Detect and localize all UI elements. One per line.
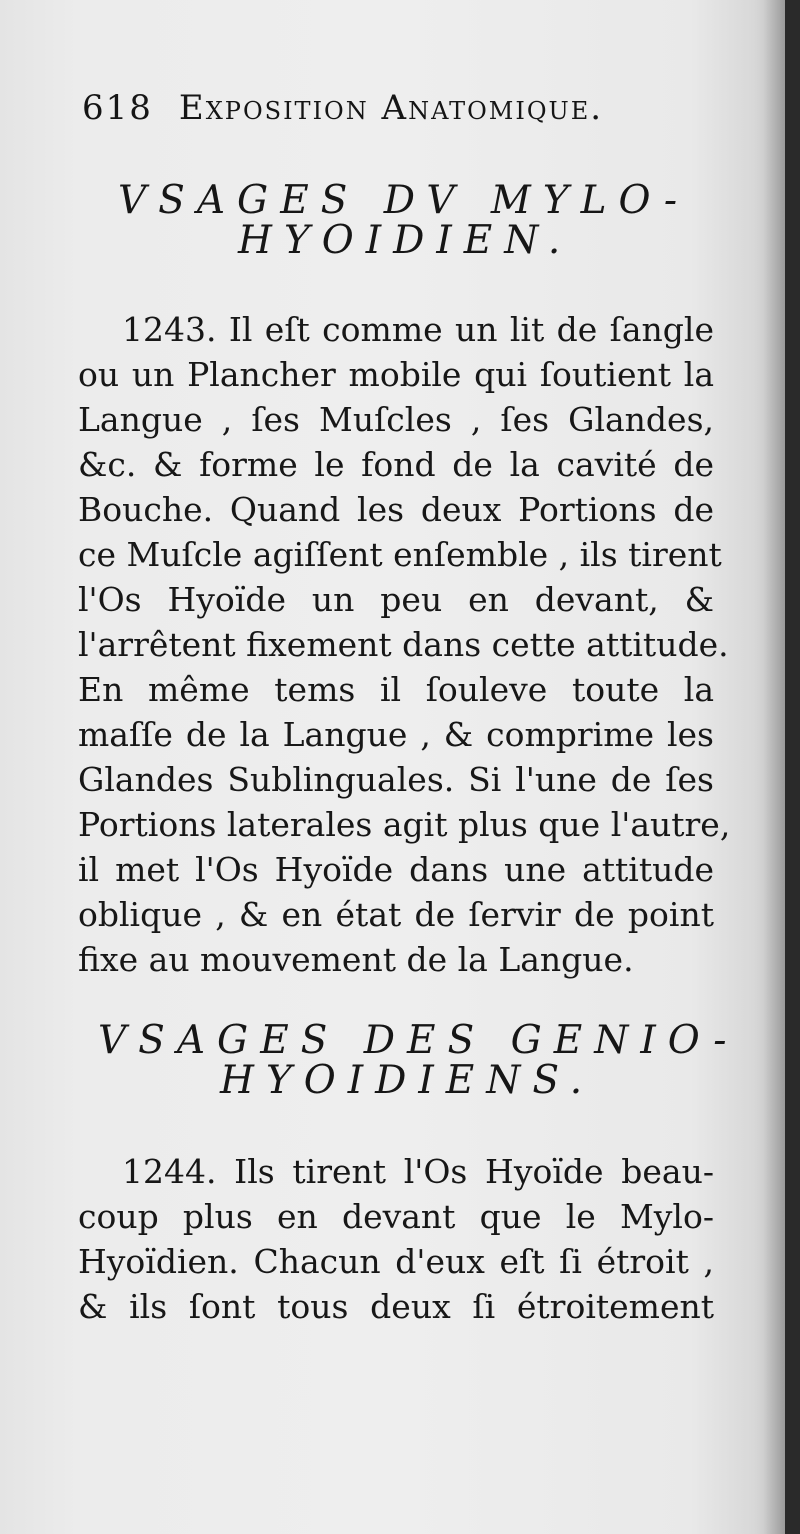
section-heading-line: HYOIDIEN.: [238, 218, 573, 263]
text-line: Portions laterales agit plus que l'autre,: [78, 805, 731, 844]
text-line: l'Os Hyoïde un peu en devant, &: [78, 580, 714, 619]
text-line: 1244. Ils tirent l'Os Hyoïde beau-: [122, 1152, 714, 1191]
text-line: 1243. Il eſt comme un lit de ſangle: [122, 310, 714, 349]
text-line: il met l'Os Hyoïde dans une attitude: [78, 850, 714, 889]
text-line: Langue , ſes Muſcles , ſes Glandes,: [78, 400, 714, 439]
text-line: oblique , & en état de ſervir de point: [78, 895, 714, 934]
section-heading-line: VSAGES DV MYLO-: [118, 178, 690, 223]
text-line: l'arrêtent fixement dans cette attitude.: [78, 625, 729, 664]
text-line: ou un Plancher mobile qui ſoutient la: [78, 355, 714, 394]
text-line: En même tems il ſouleve toute la: [78, 670, 714, 709]
page-gutter-shadow: [763, 0, 785, 1534]
text-line: fixe au mouvement de la Langue.: [78, 940, 634, 979]
section-heading-line: VSAGES DES GENIO-: [98, 1018, 739, 1063]
section-heading-line: HYOIDIENS.: [220, 1058, 595, 1103]
running-head: [82, 88, 682, 136]
text-line: &c. & forme le fond de la cavité de: [78, 445, 714, 484]
text-line: Glandes Sublinguales. Si l'une de ſes: [78, 760, 714, 799]
page-number: 618: [82, 88, 153, 128]
text-line: maſſe de la Langue , & comprime les: [78, 715, 714, 754]
running-title: Exposition Anatomique.: [178, 88, 604, 128]
text-line: coup plus en devant que le Mylo-: [78, 1197, 714, 1236]
text-line: & ils ſont tous deux ſi étroitement: [78, 1287, 714, 1326]
text-line: ce Muſcle agiſſent enſemble , ils tirent: [78, 535, 722, 574]
text-line: Hyoïdien. Chacun d'eux eſt ſi étroit ,: [78, 1242, 714, 1281]
text-line: Bouche. Quand les deux Portions de: [78, 490, 714, 529]
